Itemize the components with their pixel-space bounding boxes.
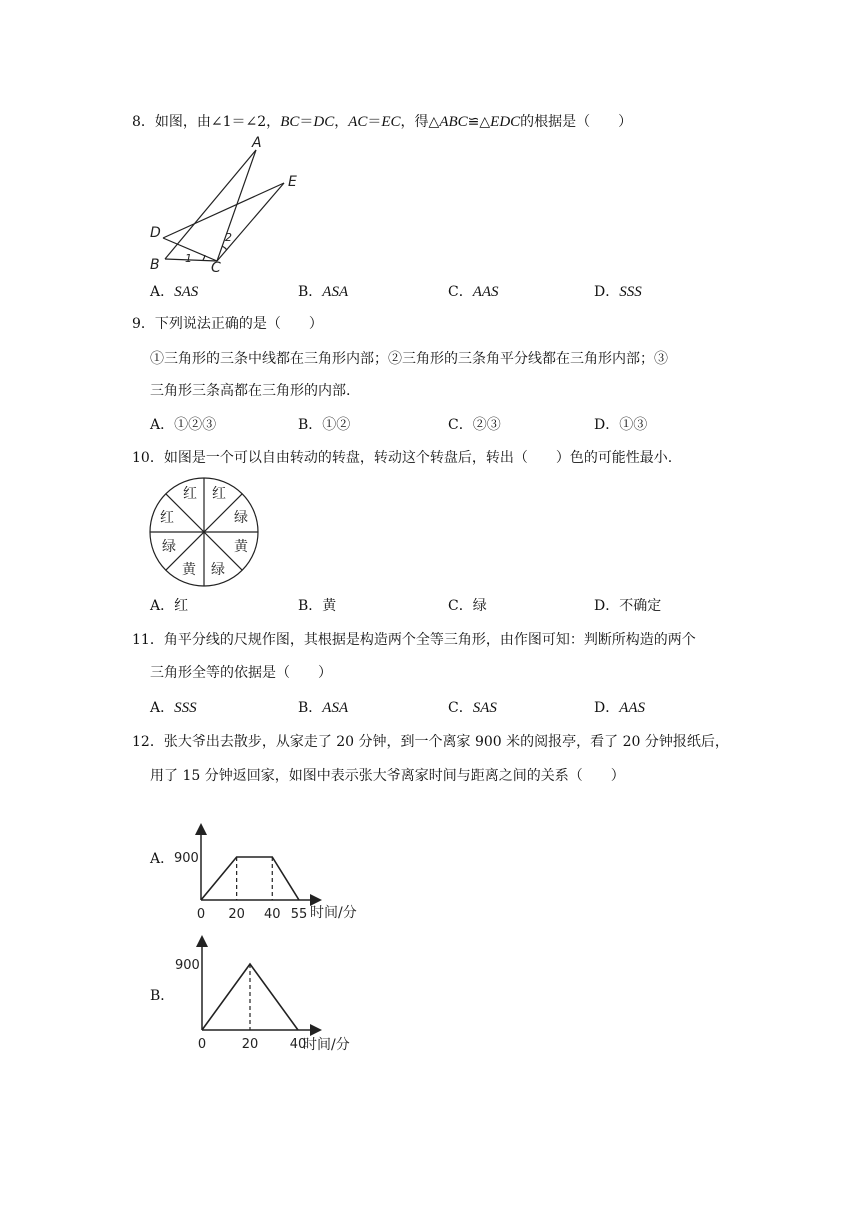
q8-option-a-text: SAS	[174, 284, 199, 300]
q11-option-d-letter: D．	[594, 700, 620, 716]
q10-option-a-text: 红	[174, 598, 189, 614]
q12-graph-a-x-tick-20: 20	[228, 907, 245, 922]
q12-option-b[interactable]: B．	[150, 988, 175, 1004]
q8-option-d-text: SSS	[619, 284, 642, 300]
q8-eq2: ＝	[367, 114, 382, 130]
q10-option-b-text: 黄	[322, 598, 337, 614]
q8-dc: DC	[313, 114, 335, 130]
q9-option-a-text: ①②③	[174, 417, 217, 433]
q12-graph-b-x-tick-40: 40	[289, 1037, 307, 1052]
q11-line2: 三角形全等的依据是（ ）	[150, 665, 332, 681]
q12-graph-a-x-tick-40: 40	[263, 907, 281, 922]
q10-sector-5: 绿	[211, 562, 225, 578]
q10-option-c-letter: C．	[448, 598, 473, 614]
q12-line2: 用了 15 分钟返回家，如图中表示张大爷离家时间与距离之间的关系（ ）	[150, 768, 625, 784]
q8-ac: AC	[348, 114, 368, 130]
q11-option-b-text: ASA	[322, 700, 349, 716]
q8-label-d: D	[150, 225, 161, 241]
q8-option-b-text: ASA	[322, 284, 349, 300]
q8-option-d-letter: D．	[594, 284, 620, 300]
q9-stem: 9．下列说法正确的是（ ）	[132, 316, 323, 332]
q11-line1: 11．角平分线的尺规作图，其根据是构造两个全等三角形，由作图可知：判断所构造的两个	[132, 632, 696, 648]
q8-eq1: ＝	[299, 114, 314, 130]
q8-ec: EC	[381, 114, 401, 130]
q9-option-b-letter: B．	[298, 417, 323, 433]
q8-label-c: C	[211, 260, 221, 276]
q9-option-a-letter: A．	[150, 417, 175, 433]
q8-label-2: 2	[225, 231, 232, 244]
q9-line2: 三角形三条高都在三角形的内部.	[150, 383, 351, 399]
q10-stem: 10．如图是一个可以自由转动的转盘，转动这个转盘后，转出（ ）色的可能性最小.	[132, 450, 673, 466]
q9-option-c-letter: C．	[448, 417, 473, 433]
q12-line1: 12．张大爷出去散步，从家走了 20 分钟，到一个离家 900 米的阅报亭，看了 20 分钟报纸后，	[132, 734, 729, 750]
q8-bc: BC	[280, 114, 300, 130]
q8-de: ，得△	[400, 114, 440, 130]
q8-comma: ，	[334, 114, 349, 130]
q12-graph-b-y-tick-900: 900	[175, 958, 200, 973]
q9-line1: ①三角形的三条中线都在三角形内部；②三角形的三条角平分线都在三角形内部；③	[150, 351, 668, 367]
q8-edc: EDC	[490, 114, 521, 130]
q10-sector-6: 黄	[182, 562, 196, 578]
q12-graph-b-x-title: 时间/分	[303, 1037, 350, 1053]
q8-label-b: B	[150, 257, 160, 273]
q9-option-b-text: ①②	[322, 417, 351, 433]
q9-option-c-text: ②③	[472, 417, 501, 433]
q8-label-a: A	[252, 135, 262, 151]
q10-option-a-letter: A．	[150, 598, 175, 614]
q8-label-e: E	[288, 174, 297, 190]
q12-graph-a-x-title: 时间/分	[310, 905, 357, 921]
q8-stem-prefix: 8．如图，由∠1＝∠2，	[132, 114, 281, 130]
q10-sector-4: 黄	[234, 539, 248, 555]
q12-graph-a-x-tick-0: 0	[196, 907, 206, 922]
q9-option-d-letter: D．	[594, 417, 620, 433]
q10-sector-1: 红	[183, 486, 197, 502]
q11-option-c-text: SAS	[472, 700, 497, 716]
q10-option-d-letter: D．	[594, 598, 620, 614]
q11-option-b-letter: B．	[298, 700, 323, 716]
q12-option-a[interactable]: A．	[150, 851, 175, 867]
q10-sector-7: 绿	[162, 539, 176, 555]
q11-option-a-letter: A．	[150, 700, 175, 716]
q8-option-c-text: AAS	[472, 284, 499, 300]
q9-option-d-text: ①③	[619, 417, 648, 433]
q10-sector-8: 红	[160, 510, 174, 526]
q8-option-a-letter: A．	[150, 284, 175, 300]
q12-graph-a-x-tick-55: 55	[290, 907, 308, 922]
q8-stem-suffix: 的根据是（ ）	[520, 114, 633, 130]
q10-sector-3: 绿	[234, 510, 248, 526]
q10-sector-2: 红	[212, 486, 226, 502]
q8-option-b-letter: B．	[298, 284, 323, 300]
q11-option-c-letter: C．	[448, 700, 473, 716]
q10-option-b-letter: B．	[298, 598, 323, 614]
q12-graph-a-y-tick-900: 900	[174, 851, 199, 866]
q8-option-c-letter: C．	[448, 284, 473, 300]
q10-option-c-text: 绿	[472, 598, 487, 614]
q12-graph-b-x-tick-20: 20	[241, 1037, 259, 1052]
q11-option-d-text: AAS	[619, 700, 646, 716]
q11-option-a-text: SSS	[174, 700, 197, 716]
q8-abc: ABC	[439, 114, 468, 130]
q10-option-d-text: 不确定	[619, 598, 662, 614]
q8-cong: ≌△	[467, 114, 491, 130]
q12-graph-b-x-tick-0: 0	[197, 1037, 207, 1052]
q8-label-1: 1	[185, 252, 192, 265]
